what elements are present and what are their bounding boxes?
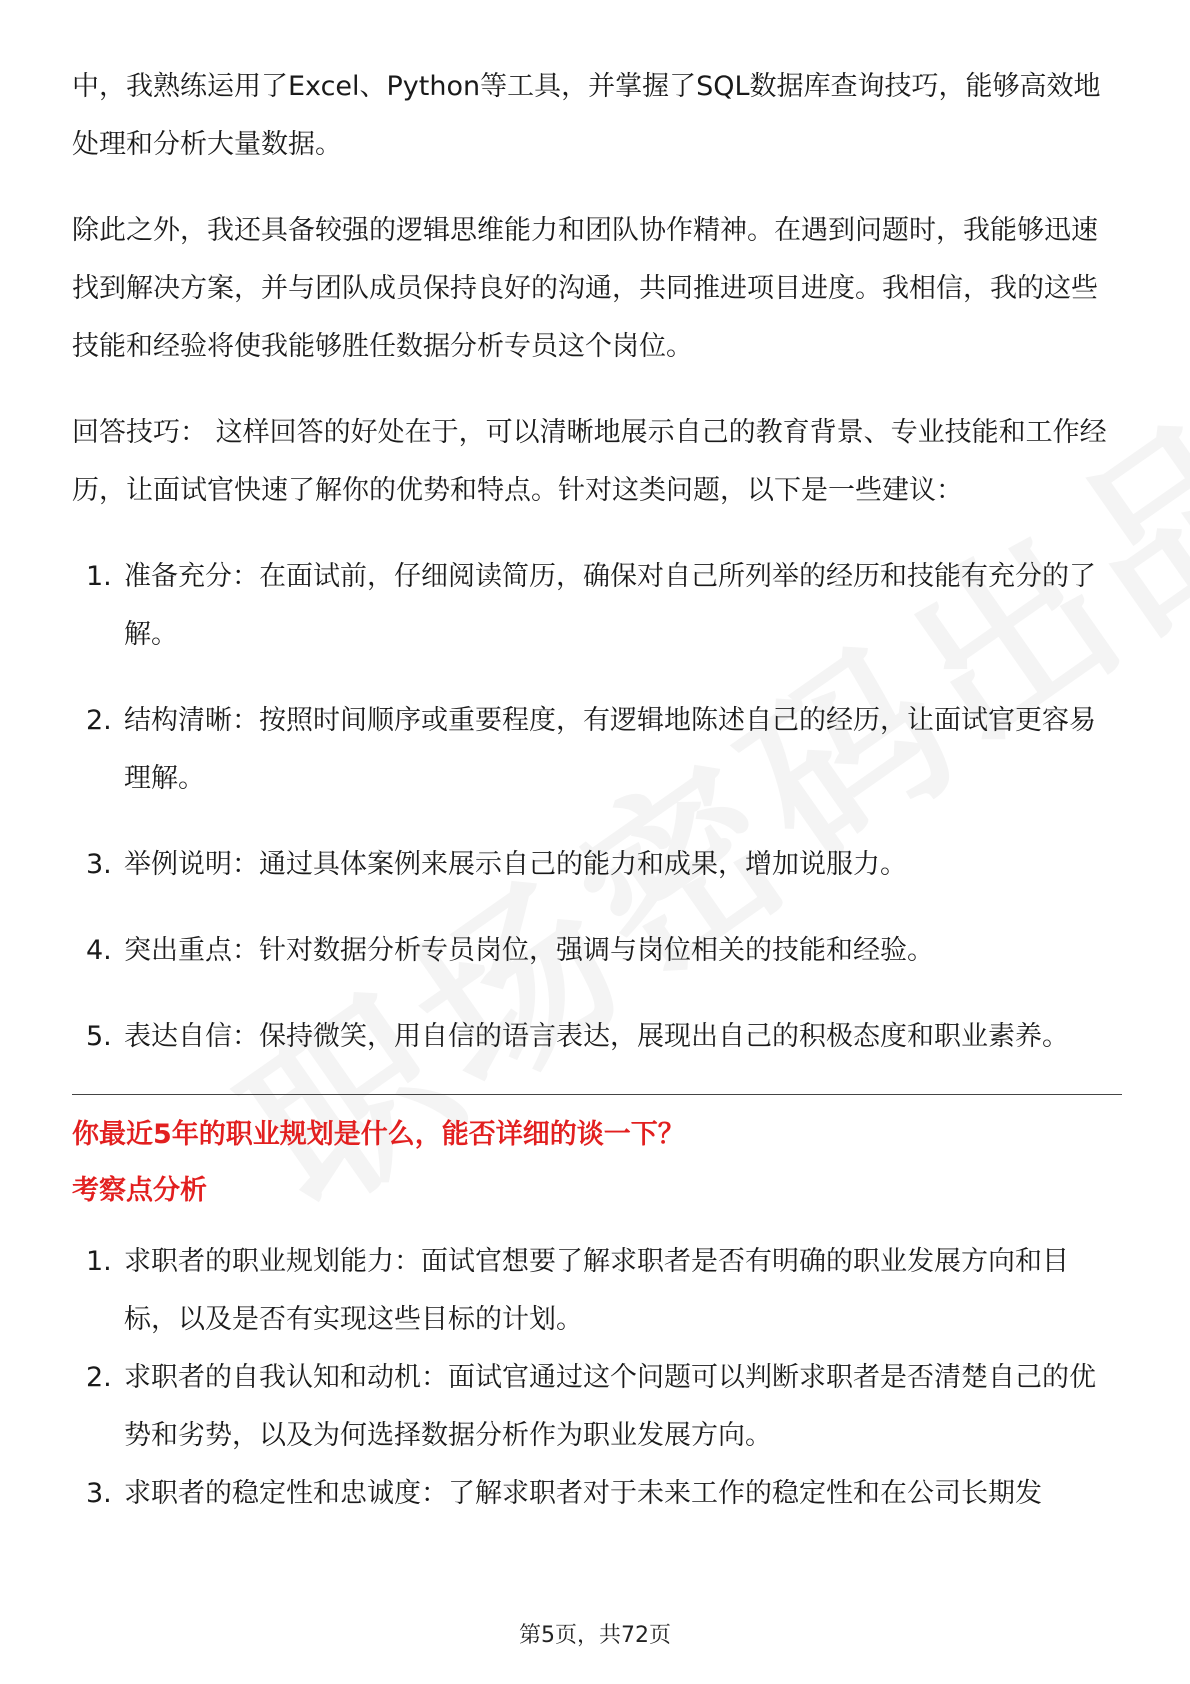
paragraph: 除此之外，我还具备较强的逻辑思维能力和团队协作精神。在遇到问题时，我能够迅速找到解决方案，并与团队成员保持良好的沟通，共同推进项目进度。我相信，我的这些技能和经验将使我能够胜任数据分析专员这个岗位。 [72, 215, 1098, 362]
list-number: 4. [86, 935, 112, 966]
list-item-text: 求职者的职业规划能力：面试官想要了解求职者是否有明确的职业发展方向和目标，以及是否有实现这些目标的计划。 [124, 1246, 1069, 1335]
list-item [72, 922, 1122, 980]
analysis-list [72, 1233, 1122, 1523]
list-item-text: 求职者的自我认知和动机：面试官通过这个问题可以判断求职者是否清楚自己的优势和劣势，以及为何选择数据分析作为职业发展方向。 [124, 1362, 1096, 1451]
list-item-text: 结构清晰：按照时间顺序或重要程度，有逻辑地陈述自己的经历，让面试官更容易理解。 [124, 705, 1096, 794]
answer-tips-paragraph: 回答技巧： 这样回答的好处在于，可以清晰地展示自己的教育背景、专业技能和工作经历，让面试官快速了解你的优势和特点。针对这类问题，以下是一些建议： [72, 417, 1107, 506]
list-number: 3. [86, 849, 112, 880]
paragraph: 中，我熟练运用了Excel、Python等工具，并掌握了SQL数据库查询技巧，能够高效地处理和分析大量数据。 [72, 71, 1101, 160]
list-number: 2. [86, 1362, 112, 1393]
list-item [72, 836, 1122, 894]
tips-list [72, 548, 1122, 1066]
list-item [72, 1008, 1122, 1066]
list-item [72, 548, 1122, 664]
list-item-text: 表达自信：保持微笑，用自信的语言表达，展现出自己的积极态度和职业素养。 [124, 1021, 1069, 1052]
list-number: 5. [86, 1021, 112, 1052]
list-number: 1. [86, 1246, 112, 1277]
list-item-text: 举例说明：通过具体案例来展示自己的能力和成果，增加说服力。 [124, 849, 907, 880]
list-item-text: 准备充分：在面试前，仔细阅读简历，确保对自己所列举的经历和技能有充分的了解。 [124, 561, 1096, 650]
analysis-heading: 考察点分析 [72, 1175, 207, 1206]
list-item-text: 突出重点：针对数据分析专员岗位，强调与岗位相关的技能和经验。 [124, 935, 934, 966]
main-content [72, 58, 1122, 1523]
page-footer: 第5页，共72页 [519, 1623, 671, 1648]
list-item [72, 1233, 1122, 1349]
list-item [72, 1349, 1122, 1465]
list-item-text: 求职者的稳定性和忠诚度：了解求职者对于未来工作的稳定性和在公司长期发 [124, 1478, 1042, 1509]
question-heading: 你最近5年的职业规划是什么，能否详细的谈一下？ [72, 1119, 685, 1150]
list-number: 1. [86, 561, 112, 592]
list-item [72, 1465, 1122, 1523]
list-item [72, 692, 1122, 808]
list-number: 3. [86, 1478, 112, 1509]
list-number: 2. [86, 705, 112, 736]
divider [72, 1094, 1122, 1095]
